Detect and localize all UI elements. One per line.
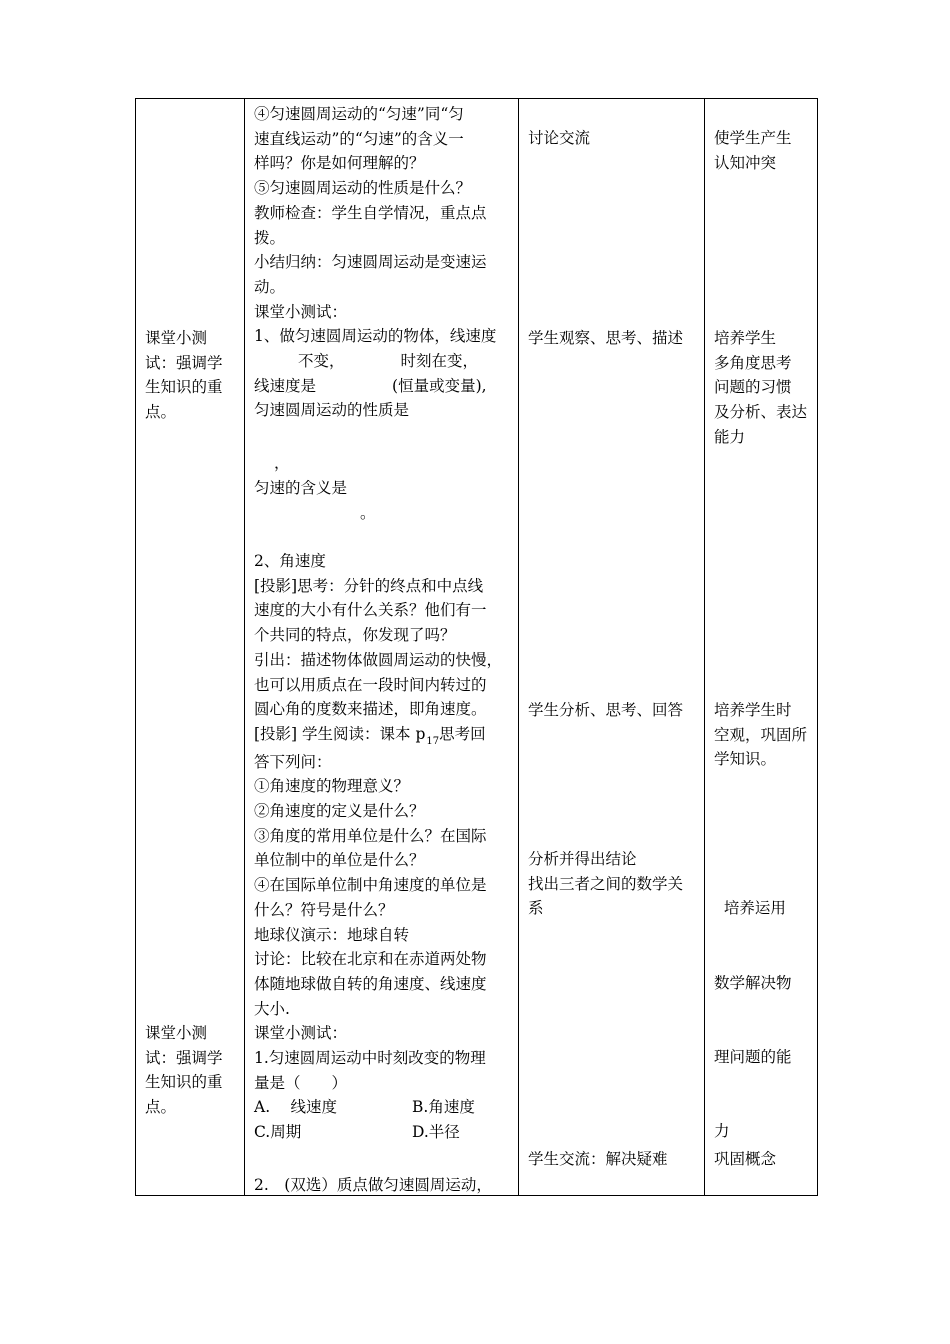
activity-3: 学生分析、思考、回答 (528, 701, 684, 719)
blank-comma: ， (274, 454, 290, 472)
content-lines-a: ④匀速圆周运动的“匀速”同“匀 速直线运动”的“匀速”的含义一 样吗？你是如何理解的？ ⑤匀速圆周运动的性质是什么？ 教师检查：学生自学情况，重点点 拨。 小结归纳：匀速圆周运动是变速运 动。 课堂小测试： 1、做匀速圆周运动的物体，线速度 不变， 时刻在变， 线速度是 (恒量或变量), 匀速圆周运动的性质是 (254, 105, 497, 420)
stage-text-2: 课堂小测 试：强调学 生知识的重 点。 (145, 1024, 223, 1117)
intent-2: 培养学生 多角度思考 问题的习惯 及分析、表达 能力 (714, 329, 808, 446)
activity-cell (519, 99, 705, 1196)
options-line-1: A. 线速度 B.角速度 (254, 1098, 475, 1117)
last-question-line: 2. (双选）质点做匀速圆周运动， (254, 1176, 492, 1194)
intent-5: 巩固概念 (714, 1150, 777, 1168)
fill-line-2: 线速度是 (恒量或变量), (254, 376, 487, 395)
intent-4: 培养运用 数学解决物 理问题的能 力 (714, 899, 792, 1140)
activity-4: 分析并得出结论 找出三者之间的数学关 系 (528, 850, 684, 918)
intent-3: 培养学生时 空观，巩固所 学知识。 (714, 701, 808, 769)
lesson-plan-table (135, 98, 818, 1196)
content-lines-b: 2、角速度 [投影]思考：分针的终点和中点线 速度的大小有什么关系？他们有一 个共同的特点，你发现了吗？ 引出：描述物体做圆周运动的快慢， 也可以用质点在一段时间内转过的 圆心角的度数来描述，即角速度。 [投影] 学生阅读：课本 $p_{17}$思考回 答下列问： ①角速度的物理意义？ ②角速度的定义是什么？ ③角度的常用单位是什么？在国际 单位制中的单位是什么？ ④在国际单位制中角速度的单位是 什么？符号是什么？ 地球仪演示：地球自转 讨论：比较在北京和在赤道两处物 体随地球做自转的角速度、线速度 大小. 课堂小测试： 1.匀速圆周运动中时刻改变的物理 量是（ ） A. 线速度 B.角速度 C.周期 D.半径 (254, 549, 502, 1145)
table-row (136, 99, 818, 1196)
fill-line-1: 不变， 时刻在变， (298, 352, 479, 371)
intent-1: 使学生产生 认知冲突 (714, 129, 792, 172)
activity-2: 学生观察、思考、描述 (528, 329, 684, 347)
activity-1: 讨论交流 (528, 129, 591, 147)
meaning-line: 匀速的含义是 。 (254, 479, 376, 522)
options-line-2: C.周期 D.半径 (254, 1123, 460, 1142)
content-cell (245, 99, 519, 1196)
intent-cell (705, 99, 818, 1196)
activity-5: 学生交流：解决疑难 (528, 1150, 668, 1168)
stage-text-1: 课堂小测 试：强调学 生知识的重 点。 (145, 329, 223, 422)
reading-line: [投影] 学生阅读：课本 $p_{17}$思考回 (254, 724, 486, 747)
stage-cell (136, 99, 245, 1196)
